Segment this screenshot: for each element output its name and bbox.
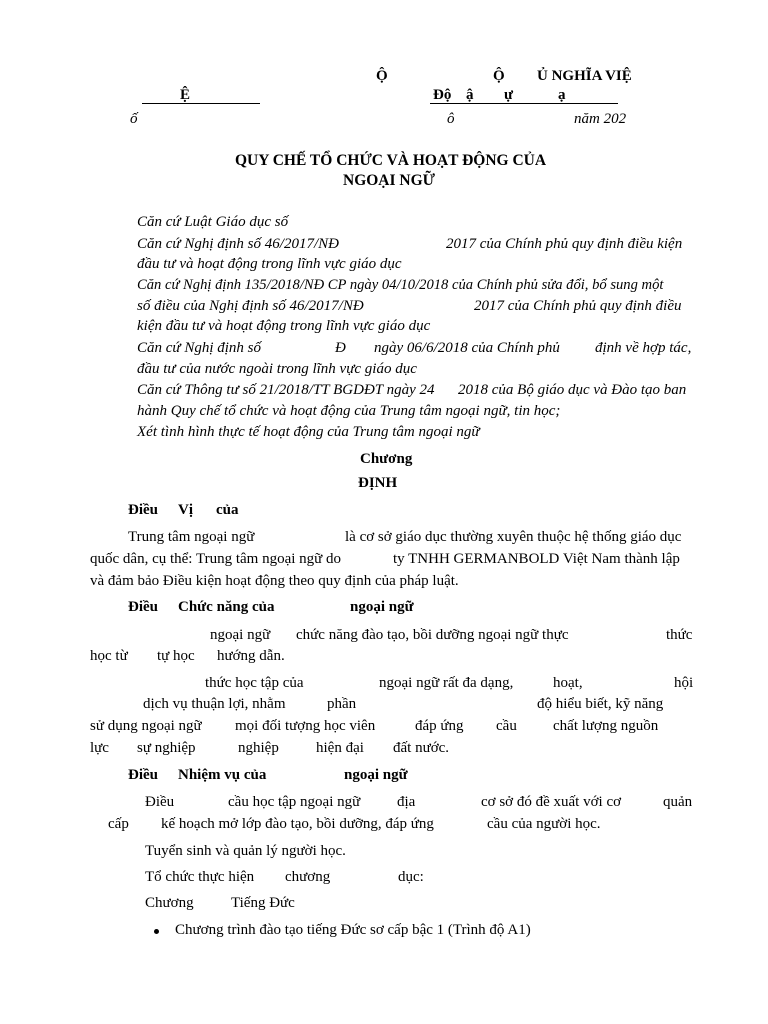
preamble-line: 2018 của Bộ giáo dục và Đào tạo ban	[458, 382, 687, 398]
preamble-line: Xét tình hình thực tế hoạt động của Trung tâm ngoại ngữ	[137, 424, 480, 440]
article-2-text: đáp ứng	[415, 718, 464, 734]
article-3-text: kế hoạch mở lớp đào tạo, bồi dưỡng, đáp ứng	[161, 816, 434, 832]
article-3-text: địa	[397, 794, 416, 810]
preamble-line: kiện đầu tư và hoạt động trong lĩnh vực giáo dục	[137, 318, 431, 334]
header-motto-fragment-3: ự	[504, 87, 514, 103]
article-2-text: hoạt,	[553, 675, 583, 691]
article-3-heading: Nhiệm vụ của	[178, 767, 267, 783]
article-1-text: và đảm bảo Điều kiện hoạt động theo quy định của pháp luật.	[90, 573, 459, 589]
chapter-label: Chương	[360, 451, 413, 467]
article-3-text: chương	[285, 869, 331, 885]
preamble-line: đầu tư và hoạt động trong lĩnh vực giáo dục	[137, 256, 402, 272]
article-3-text: cầu của người học.	[487, 816, 601, 832]
article-2-text: thức	[666, 627, 693, 643]
article-3-text: Tổ chức thực hiện	[145, 869, 255, 885]
header-nation-fragment-3: Ủ NGHĨA VIỆ	[537, 68, 632, 84]
preamble-line: 2017 của Chính phủ quy định điều	[474, 298, 682, 314]
article-2-text: thức học tập của	[205, 675, 304, 691]
document-title-line-1: QUY CHẾ TỔ CHỨC VÀ HOẠT ĐỘNG CỦA	[235, 152, 547, 169]
article-2-text: cầu	[496, 718, 517, 734]
preamble-line: đầu tư của nước ngoài trong lĩnh vực giáo dục	[137, 361, 417, 377]
article-2-text: hướng dẫn.	[217, 648, 285, 664]
doc-date-fragment: ô	[447, 111, 455, 127]
header-motto-fragment-4: ạ	[558, 87, 566, 103]
article-3-heading: Điều	[128, 767, 158, 783]
preamble-line: số điều của Nghị định số 46/2017/NĐ	[137, 298, 364, 314]
article-2-text: đất nước.	[393, 740, 450, 756]
article-2-text: lực	[90, 740, 109, 756]
article-3-text: cơ sở đó đề xuất với cơ	[481, 794, 622, 810]
header-nation-fragment-2: Ộ	[493, 68, 505, 84]
preamble-line: Đ	[335, 340, 346, 356]
article-3-text: cầu học tập ngoại ngữ	[228, 794, 361, 810]
article-3-heading: ngoại ngữ	[344, 767, 408, 783]
preamble-line: Căn cứ Luật Giáo dục số	[137, 214, 289, 230]
article-2-text: mọi đối tượng học viên	[235, 718, 376, 734]
article-2-text: chức năng đào tạo, bồi dưỡng ngoại ngữ thực	[296, 627, 569, 643]
bullet-icon	[154, 929, 159, 934]
article-2-text: ngoại ngữ rất đa dạng,	[379, 675, 514, 691]
article-2-text: ngoại ngữ	[210, 627, 271, 643]
article-1-text: ty TNHH GERMANBOLD Việt Nam thành lập	[393, 551, 680, 567]
article-2-text: độ hiểu biết, kỹ năng	[537, 696, 664, 712]
article-3-text: cấp	[108, 816, 129, 832]
preamble-line: định về hợp tác,	[595, 340, 692, 356]
preamble-line: Căn cứ Thông tư số 21/2018/TT BGDĐT ngày 24	[137, 382, 435, 398]
article-2-text: phần	[327, 696, 357, 712]
preamble-line: ngày 06/6/2018 của Chính phủ	[374, 340, 560, 356]
header-motto-fragment-2: ậ	[466, 87, 474, 103]
preamble-line: Căn cứ Nghị định 135/2018/NĐ CP ngày 04/10/2018 của Chính phủ sửa đổi, bổ sung một	[137, 277, 664, 293]
article-1-text: Trung tâm ngoại ngữ	[128, 529, 255, 545]
preamble-line: Căn cứ Nghị định số 46/2017/NĐ	[137, 236, 339, 252]
header-motto-fragment-1: Độ	[433, 87, 452, 103]
article-1-text: là cơ sở giáo dục thường xuyên thuộc hệ thống giáo dục	[345, 529, 682, 545]
header-org-fragment: Ệ	[180, 87, 191, 103]
article-1-heading: của	[216, 502, 239, 518]
article-2-text: chất lượng nguồn	[553, 718, 659, 734]
article-2-text: tự học	[157, 648, 195, 664]
program-list-item: Chương trình đào tạo tiếng Đức sơ cấp bậc 1 (Trình độ A1)	[175, 922, 531, 938]
article-1-heading: Vị	[178, 502, 193, 518]
article-3-text: Chương	[145, 895, 194, 911]
article-2-text: hiện đại	[316, 740, 364, 756]
preamble-line: hành Quy chế tổ chức và hoạt động của Trung tâm ngoại ngữ, tin học;	[137, 403, 561, 419]
chapter-name: ĐỊNH	[358, 475, 398, 491]
article-2-heading: Chức năng của	[178, 599, 275, 615]
document-title-line-2: NGOẠI NGỮ	[343, 172, 435, 189]
article-3-text: Tiếng Đức	[231, 895, 295, 911]
header-right-underline	[430, 103, 618, 104]
article-3-text: quản	[663, 794, 693, 810]
article-1-text: quốc dân, cụ thể: Trung tâm ngoại ngữ do	[90, 551, 342, 567]
article-2-text: dịch vụ thuận lợi, nhằm	[143, 696, 286, 712]
article-2-text: học từ	[90, 648, 128, 664]
header-left-underline	[142, 103, 260, 104]
article-2-text: sử dụng ngoại ngữ	[90, 718, 202, 734]
article-2-text: nghiệp	[238, 740, 279, 756]
article-1-heading: Điều	[128, 502, 158, 518]
doc-date-year: năm 202	[574, 111, 627, 127]
article-2-text: sự nghiệp	[137, 740, 196, 756]
header-nation-fragment-1: Ộ	[376, 68, 388, 84]
article-2-heading: ngoại ngữ	[350, 599, 414, 615]
article-3-text: Điều	[145, 794, 175, 810]
article-3-text: Tuyển sinh và quản lý người học.	[145, 843, 346, 859]
article-3-text: dục:	[398, 869, 424, 885]
article-2-text: hội	[674, 675, 694, 691]
article-2-heading: Điều	[128, 599, 158, 615]
preamble-line: Căn cứ Nghị định số	[137, 340, 262, 356]
preamble-line: 2017 của Chính phủ quy định điều kiện	[446, 236, 683, 252]
doc-number-fragment: ố	[130, 111, 138, 127]
